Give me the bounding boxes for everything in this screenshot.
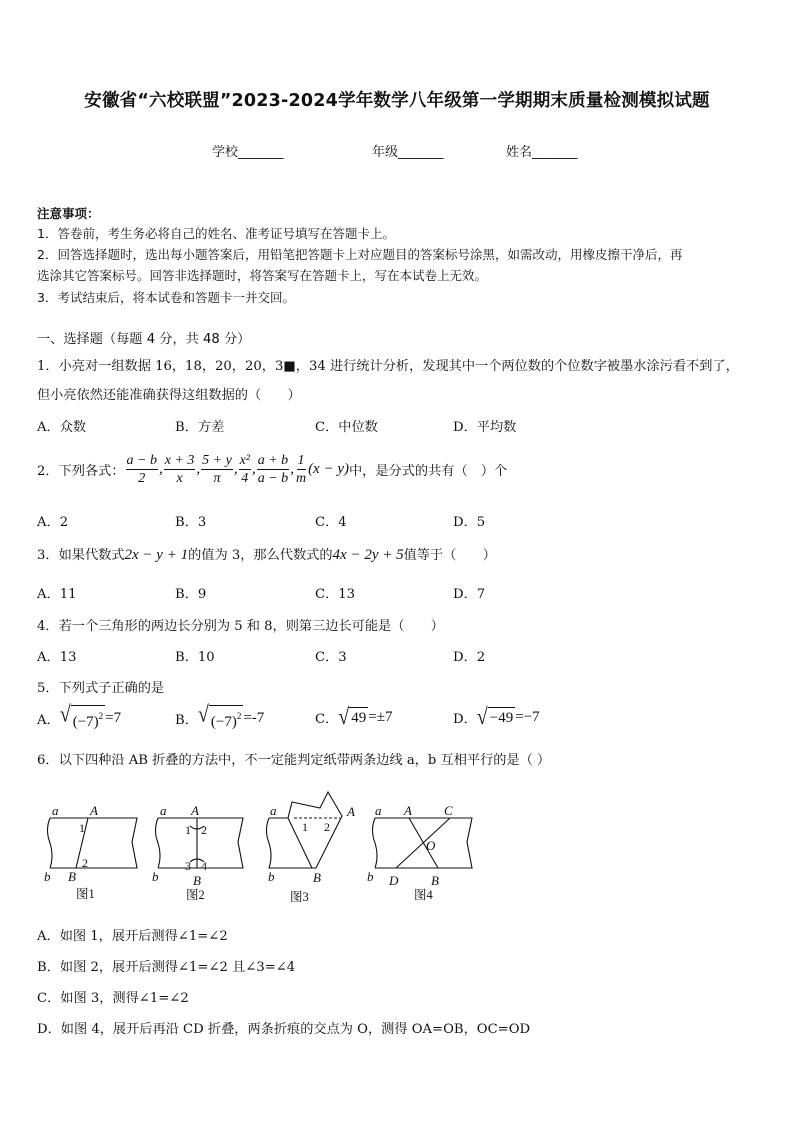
q2-option-b: B．3: [175, 515, 207, 530]
q3-option-c: C．13: [315, 587, 356, 602]
q4-option-b: B．10: [175, 650, 215, 665]
q2-option-d: D．5: [453, 515, 486, 530]
section-heading: 一、选择题（每题 4 分，共 48 分）: [37, 332, 251, 347]
q6-stem: 6．以下四种沿 AB 折叠的方法中，不一定能判定纸带两条边线 a，b 互相平行的是（ ）: [37, 753, 551, 768]
q4-option-c: C．3: [315, 650, 347, 665]
q2-frac-3: $\frac{5 + y}{\pi}$: [202, 453, 232, 486]
fig3-label-A: A: [347, 804, 355, 819]
q1-line1: 1．小亮对一组数据 16，18，20，20，3■，34 进行统计分析，发现其中一个两位数的个位数字被墨水涂污看不到了，: [37, 359, 739, 374]
fig2-angle-1: 1: [185, 823, 191, 837]
q3-stem: [37, 544, 496, 564]
fig4-label-D: D: [389, 873, 399, 888]
q1-option-b: B．方差: [175, 420, 225, 435]
q5-option-d: D． √ −49 =−7: [453, 704, 540, 730]
notice-item-2-cont: 选涂其它答案标号。回答非选择题时，将答案写在答题卡上，写在本试卷上无效。: [37, 268, 488, 283]
q1-option-a: A．众数: [37, 420, 87, 435]
fig2-label-b: b: [152, 869, 159, 884]
fig2-diagram: [156, 818, 244, 868]
q3-expr-2: 4x − 2y + 5: [332, 547, 404, 563]
q2-stem: 2．下列各式： $\frac{a - b}{2}$ , $\frac{x + 3}{x}$ , $\frac{5 + y}{\pi}$ , $\frac{\text{x²}}{4}$ , $\frac{a + b}{a - b}$ , $\frac{1}{m}$ (x − y) 中，是分式的共有（ ）个: [37, 453, 508, 486]
fig4-label-C: C: [444, 803, 453, 818]
fig2-angle-3: 3: [185, 859, 191, 873]
fig4-label-b: b: [367, 869, 374, 884]
fig1-label-a: a: [52, 803, 59, 818]
q6-option-d: D．如图 4，展开后再沿 CD 折叠，两条折痕的交点为 O，测得 OA=OB，OC=OD: [37, 1022, 531, 1037]
notice-item-2: 2．回答选择题时，选出每小题答案后，用铅笔把答题卡上对应题目的答案标号涂黑，如需改动，用橡皮擦干净后，再: [37, 247, 683, 262]
q2-option-a: A．2: [37, 515, 69, 530]
name-field: 姓名_______: [506, 145, 578, 160]
q1-option-d: D．平均数: [453, 420, 517, 435]
fig4-label-a: a: [375, 803, 382, 818]
q6-option-c: C．如图 3，测得∠1=∠2: [37, 991, 189, 1006]
q6-figures: [40, 780, 480, 910]
fig3-label-a: a: [270, 803, 277, 818]
fig4-label-A: A: [404, 803, 412, 818]
q1-option-c: C．中位数: [315, 420, 378, 435]
q3-text-1: 3．如果代数式: [37, 548, 125, 563]
q2-frac-5: $\frac{a + b}{a - b}$: [257, 453, 289, 486]
fig3-label-b: b: [268, 869, 275, 884]
q3-option-d: D．7: [453, 587, 486, 602]
fig1-label-B: B: [68, 869, 76, 884]
fig2-angle-2: 2: [201, 823, 207, 837]
fig4-label-B: B: [431, 873, 439, 888]
notice-item-3: 3．考试结束后，将本试卷和答题卡一并交回。: [37, 290, 295, 305]
q3-text-2: 的值为 3，那么代数式的: [188, 548, 333, 563]
q2-prefix: 2．下列各式：: [37, 464, 125, 479]
fig1-angle-1: 1: [79, 821, 85, 835]
q2-frac-1: $\frac{a - b}{2}$: [126, 453, 157, 486]
q4-option-a: A．13: [37, 650, 77, 665]
fig2-label-A: A: [191, 803, 199, 818]
notice-item-1: 1．答卷前，考生务必将自己的姓名、准考证号填写在答题卡上。: [37, 226, 395, 241]
fig1-diagram: [48, 818, 138, 868]
grade-field: 年级_______: [372, 145, 444, 160]
fig1-label-b: b: [44, 869, 51, 884]
fig4-caption: 图4: [414, 888, 433, 902]
q5-option-a: A． √ $(-7)^2$ =7: [37, 701, 122, 730]
q4-option-d: D．2: [453, 650, 486, 665]
fig3-caption: 图3: [290, 890, 309, 904]
fig4-diagram: [373, 818, 473, 868]
school-field: 学校_______: [212, 145, 284, 160]
fig3-angle-1: 1: [302, 820, 308, 834]
q2-frac-6: $\frac{1}{m}$: [295, 453, 307, 486]
q5-option-c: C． √ 49 =±7: [315, 704, 393, 730]
q1-line2: 但小亮依然还能准确获得这组数据的（ ）: [37, 388, 301, 403]
q4-stem: 4．若一个三角形的两边长分别为 5 和 8，则第三边长可能是（ ）: [37, 619, 444, 634]
q5-option-b: B． √ $(-7)^2$ =-7: [175, 701, 265, 730]
notice-heading: 注意事项：: [37, 206, 100, 221]
q3-expr-1: 2x − y + 1: [124, 547, 189, 563]
fig1-caption: 图1: [76, 887, 95, 901]
q3-option-b: B．9: [175, 587, 207, 602]
fig2-angle-4: 4: [201, 859, 207, 873]
fig2-label-a: a: [160, 803, 167, 818]
fig3-label-B: B: [313, 870, 321, 885]
q3-option-a: A．11: [37, 587, 77, 602]
q2-tail-expr: (x − y): [308, 461, 349, 477]
fig2-label-B: B: [193, 873, 201, 888]
q5-stem: 5．下列式子正确的是: [37, 681, 165, 696]
q2-frac-2: $\frac{x + 3}{x}$: [164, 453, 195, 486]
q2-option-c: C．4: [315, 515, 347, 530]
q2-frac-4: $\frac{\text{x²}}{4}$: [239, 453, 250, 486]
fig4-label-O: O: [426, 838, 436, 853]
q6-option-b: B．如图 2，展开后测得∠1=∠2 且∠3=∠4: [37, 960, 296, 975]
q2-suffix: 中，是分式的共有（ ）个: [349, 464, 508, 479]
fig2-caption: 图2: [186, 888, 205, 902]
q6-option-a: A．如图 1，展开后测得∠1=∠2: [37, 929, 228, 944]
fig1-label-A: A: [90, 803, 98, 818]
q3-text-3: 值等于（ ）: [403, 548, 496, 563]
page-title: 安徽省“六校联盟”2023-2024学年数学八年级第一学期期末质量检测模拟试题: [84, 91, 710, 111]
fig1-angle-2: 2: [82, 856, 88, 870]
fig3-angle-2: 2: [324, 820, 330, 834]
